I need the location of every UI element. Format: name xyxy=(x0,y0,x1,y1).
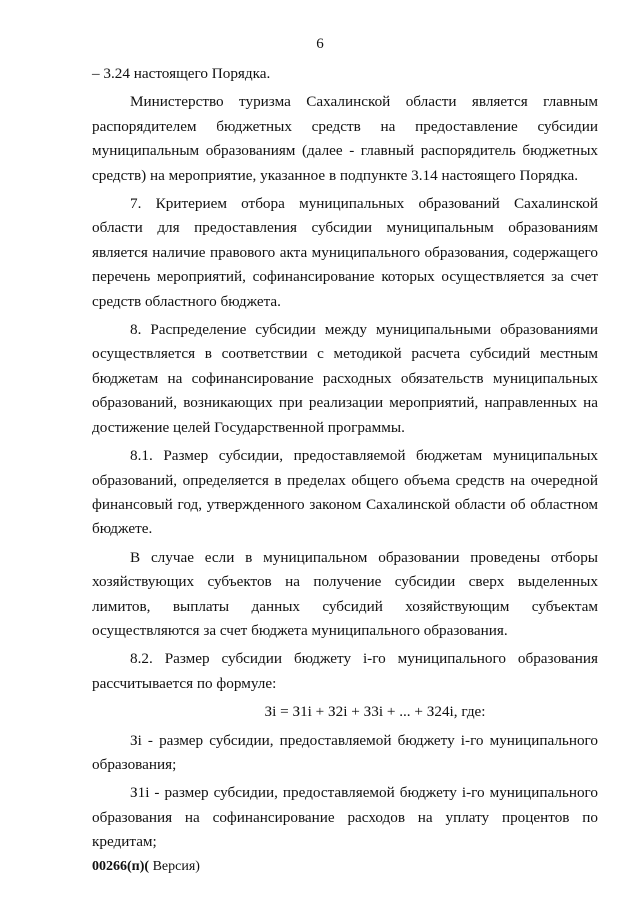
document-version: Версия) xyxy=(149,859,200,874)
paragraph-7: 7. Критерием отбора муниципальных образований Сахалинской области для предоставления субсидии муниципальным образованиям является наличие правового акта муниципального образования, содержащего перечень мероприятий, софинансирование которых осуществляется за счет средств областного бюджета. xyxy=(92,195,598,310)
definition-zi: Зi - размер субсидии, предоставляемой бюджету i-го муниципального образования; xyxy=(92,731,598,773)
document-code-number: 00266(п)( xyxy=(92,859,150,874)
document-body xyxy=(92,62,598,859)
paragraph-ministry: Министерство туризма Сахалинской области является главным распорядителем бюджетных средств на предоставление субсидии муниципальным образованиям (далее - главный распорядитель бюджетных средств) на мероприятие, указанное в подпункте 3.14 настоящего Порядка. xyxy=(92,93,598,184)
definition-z1i: З1i - размер субсидии, предоставляемой бюджету i-го муниципального образования на софинансирование расходов на уплату процентов по кредитам; xyxy=(92,784,598,851)
paragraph-selection: В случае если в муниципальном образовании проведены отборы хозяйствующих субъектов на получение субсидии сверх выделенных лимитов, выплаты данных субсидий хозяйствующим субъектам осуществляются за счет бюджета муниципального образования. xyxy=(92,548,598,639)
paragraph-8-1: 8.1. Размер субсидии, предоставляемой бюджетам муниципальных образований, определяется в пределах общего объема средств на очередной финансовый год, утвержденного законом Сахалинской области об областном бюджете. xyxy=(92,447,598,538)
document-code xyxy=(92,859,200,875)
page-number: 6 xyxy=(316,36,324,52)
paragraph-8: 8. Распределение субсидии между муниципальными образованиями осуществляется в соответствии с методикой расчета субсидий местным бюджетам на софинансирование расходных обязательств муниципальных образований, возникающих при реализации мероприятий, направленных на достижение целей Государственной программы. xyxy=(92,321,598,436)
paragraph-continuation: – 3.24 настоящего Порядка. xyxy=(92,65,271,82)
paragraph-8-2: 8.2. Размер субсидии бюджету i-го муниципального образования рассчитывается по формуле: xyxy=(92,650,598,692)
formula: Зi = З1i + З2i + З3i + ... + З24i, где: xyxy=(264,703,486,721)
